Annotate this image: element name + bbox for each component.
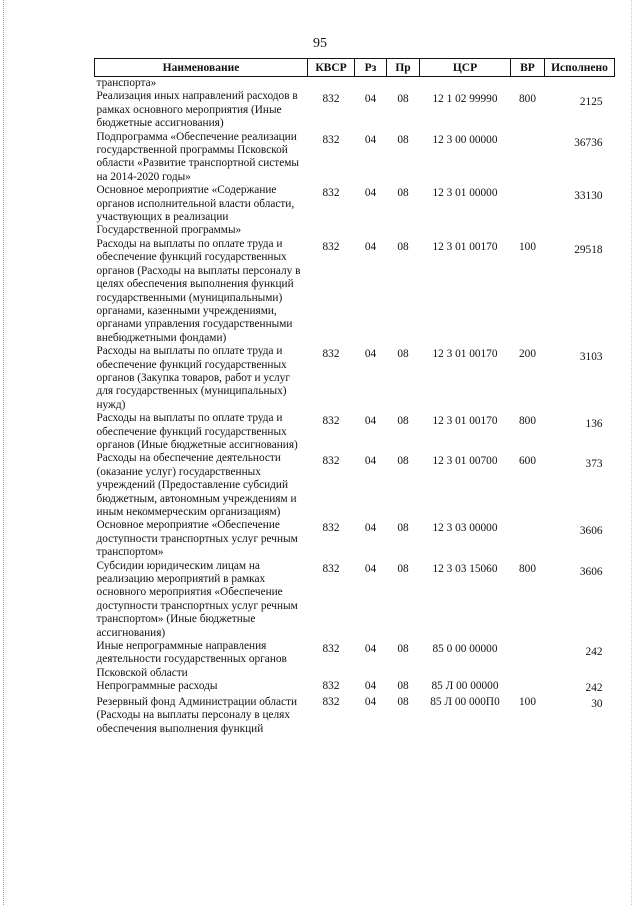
row-rz: 04: [364, 187, 377, 200]
row-name: Реализация иных направлений расходов в рамках основного мероприятия (Иные бюджетные ассигнования): [96, 90, 298, 130]
table-row: [95, 680, 615, 695]
row-name: Подпрограмма «Обеспечение реализации государственной программы Псковской области «Развитие транспортной системы на 2014-2020 годы»: [96, 130, 299, 183]
row-rz: 04: [364, 348, 377, 361]
row-csr: 12 3 03 00000: [432, 522, 498, 535]
header-vr: ВР: [511, 59, 545, 77]
row-rz: 04: [364, 522, 377, 535]
row-vr: [511, 77, 545, 91]
page-number: 95: [313, 36, 327, 51]
table-row: [95, 519, 615, 559]
row-vr: 600: [519, 455, 536, 468]
row-name: Основное мероприятие «Обеспечение доступности транспортных услуг речным транспортом»: [96, 519, 298, 559]
row-vr: 100: [519, 695, 536, 708]
row-vr: [511, 519, 545, 559]
row-kvsr: 832: [322, 680, 340, 693]
row-vr: 200: [519, 348, 536, 361]
row-rz: 04: [364, 133, 377, 146]
row-csr: 12 3 01 00170: [432, 348, 498, 361]
row-executed: 242: [585, 646, 603, 659]
table-row: [95, 640, 615, 680]
row-rz: 04: [364, 93, 377, 106]
row-kvsr: 832: [322, 695, 340, 708]
row-pr: 08: [397, 133, 409, 146]
row-rz: 04: [364, 240, 377, 253]
row-name: Субсидии юридическим лицам на реализацию мероприятий в рамках основного мероприятия «Обеспечение доступности транспортных услуг речным транспортом» (Иные бюджетные ассигнования): [96, 559, 298, 639]
table-row: [95, 184, 615, 238]
row-kvsr: 832: [322, 643, 340, 656]
row-name: Непрограммные расходы: [96, 680, 218, 693]
row-vr: 100: [519, 240, 536, 253]
row-executed: 3103: [579, 351, 603, 364]
row-executed: 136: [585, 418, 603, 431]
row-rz: 04: [364, 415, 377, 428]
table-row: [95, 696, 615, 736]
header-kvsr: КВСР: [308, 59, 355, 77]
row-csr: [420, 77, 511, 91]
row-csr: 85 0 00 00000: [432, 643, 498, 656]
row-csr: 85 Л 00 00000: [431, 680, 499, 693]
row-kvsr: 832: [322, 522, 340, 535]
row-vr: 800: [519, 93, 536, 106]
row-rz: 04: [364, 643, 377, 656]
row-pr: 08: [397, 187, 409, 200]
row-pr: 08: [397, 348, 409, 361]
row-kvsr: 832: [322, 187, 340, 200]
row-kvsr: 832: [322, 348, 340, 361]
row-executed: 29518: [574, 243, 603, 256]
row-executed: 3606: [579, 525, 603, 538]
header-csr: ЦСР: [420, 59, 511, 77]
table-row: [95, 131, 615, 185]
row-csr: 85 Л 00 000П0: [430, 695, 500, 708]
row-csr: 12 3 01 00170: [432, 240, 498, 253]
row-csr: 12 3 01 00700: [432, 455, 498, 468]
header-name: Наименование: [95, 59, 308, 77]
row-rz: 04: [364, 455, 377, 468]
row-rz: [355, 77, 387, 91]
row-kvsr: 832: [322, 415, 340, 428]
row-kvsr: [308, 77, 355, 91]
row-executed: 373: [585, 458, 603, 471]
row-vr: [511, 131, 545, 185]
table-header: [95, 59, 615, 77]
row-csr: 12 1 02 99990: [432, 93, 498, 106]
row-executed: 30: [591, 697, 603, 710]
row-pr: 08: [397, 695, 409, 708]
row-kvsr: 832: [322, 93, 340, 106]
scan-edge-left: [3, 0, 6, 905]
row-vr: 800: [519, 562, 536, 575]
scan-edge-right: [631, 0, 634, 905]
row-name: Иные непрограммные направления деятельности государственных органов Псковской области: [96, 640, 287, 679]
table-row: [95, 412, 615, 452]
row-csr: 12 3 01 00170: [432, 415, 498, 428]
row-rz: 04: [364, 562, 377, 575]
row-name: Резервный фонд Администрации области (Расходы на выплаты персоналу в целях обеспечения выполнения функций: [96, 695, 298, 735]
budget-table: [94, 58, 615, 736]
row-pr: 08: [397, 643, 409, 656]
row-csr: 12 3 00 00000: [432, 133, 498, 146]
row-executed: [545, 77, 615, 91]
row-pr: 08: [397, 680, 409, 693]
row-kvsr: 832: [322, 133, 340, 146]
row-kvsr: 832: [322, 562, 340, 575]
table-row: [95, 452, 615, 519]
row-pr: 08: [397, 240, 409, 253]
row-vr: [511, 184, 545, 238]
header-executed: Исполнено: [545, 59, 615, 77]
header-rz: Рз: [355, 59, 387, 77]
row-executed: 3606: [579, 565, 603, 578]
table-row: [95, 238, 615, 345]
row-name: Расходы на обеспечение деятельности (оказание услуг) государственных учреждений (Предоставление субсидий бюджетным, автономным учреждениям и иным некоммерческим организациям): [96, 452, 297, 518]
row-vr: 800: [519, 415, 536, 428]
row-name: Расходы на выплаты по оплате труда и обеспечение функций государственных органов (Закупка товаров, работ и услуг для государственных (муниципальных) нужд): [96, 345, 290, 411]
table-row: [95, 90, 615, 130]
row-rz: 04: [364, 695, 377, 708]
row-name: транспорта»: [96, 77, 157, 89]
table-row: [95, 345, 615, 412]
row-rz: 04: [364, 680, 377, 693]
row-name: Основное мероприятие «Содержание органов исполнительной власти области, участвующих в реализации Государственной программы»: [96, 184, 295, 237]
header-pr: Пр: [387, 59, 420, 77]
row-vr: [511, 640, 545, 680]
table-row: [95, 77, 615, 91]
row-kvsr: 832: [322, 240, 340, 253]
row-pr: 08: [397, 522, 409, 535]
row-name: Расходы на выплаты по оплате труда и обеспечение функций государственных органов (Иные бюджетные ассигнования): [96, 412, 298, 451]
row-name: Расходы на выплаты по оплате труда и обеспечение функций государственных органов (Расходы на выплаты персоналу в целях обеспечения выполнения функций государственными (муниципальными) органами, казенными учреждениями, органами управления государственными внебюджетными фондами): [96, 237, 301, 344]
row-pr: 08: [397, 562, 409, 575]
row-executed: 242: [585, 682, 603, 695]
row-vr: [511, 680, 545, 695]
table-body: [95, 77, 615, 736]
row-pr: [387, 77, 420, 91]
table-row: [95, 560, 615, 640]
row-pr: 08: [397, 455, 409, 468]
row-executed: 33130: [574, 190, 603, 203]
row-pr: 08: [397, 415, 409, 428]
row-csr: 12 3 03 15060: [432, 562, 498, 575]
row-csr: 12 3 01 00000: [432, 187, 498, 200]
row-executed: 36736: [574, 136, 603, 149]
row-kvsr: 832: [322, 455, 340, 468]
row-executed: 2125: [579, 96, 603, 109]
row-pr: 08: [397, 93, 409, 106]
